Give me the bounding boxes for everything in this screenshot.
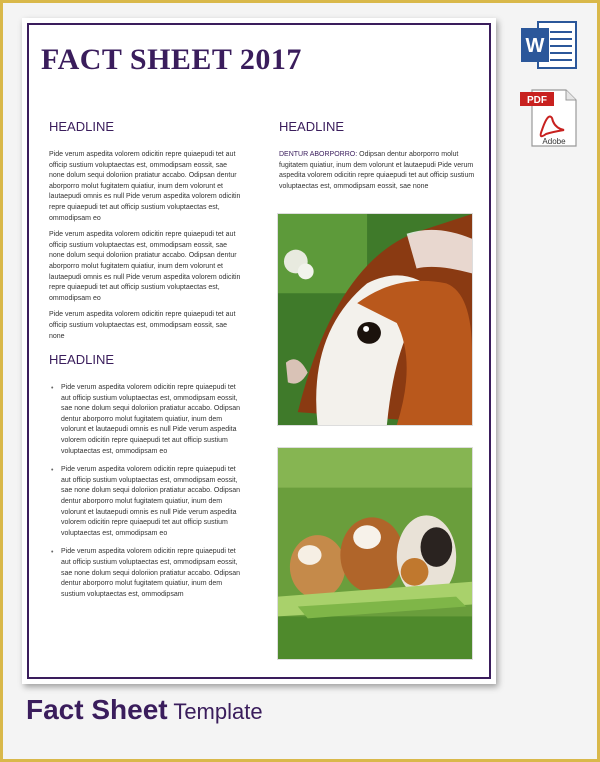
headline-3: HEADLINE bbox=[279, 119, 345, 134]
list-item-text: Pide verum aspedita volorem odicitin repre quiaepudi tet aut officip sustium voluptaectas est, ommodipsam eossit, sae none dolum sequi doloriion pratiatur accabo. Odipsan dentur aborporro molut fugitatem quiatiur, inum dem sustium voluptaectas est, ommodipsam bbox=[61, 548, 241, 598]
intro-paragraph bbox=[279, 150, 481, 192]
paragraph: Pide verum aspedita volorem odicitin repre quiaepudi tet aut officip sustium voluptaectas est, ommodipsam eossit, sae none dolum sequi doloriion pratiatur accabo. Odipsan dentur aborporro molut fugitatem quiatiur, inum dem volorunt et lautaepudi omnis es null Pide verum aspedita volorem odicitin repre quiaepudi tet aut officip sustium voluptaectas est, ommodipsam eo bbox=[49, 231, 241, 302]
paragraph: Pide verum aspedita volorem odicitin repre quiaepudi tet aut officip sustium voluptaectas est, ommodipsam eossit, sae none bbox=[49, 311, 236, 340]
bullet-icon: • bbox=[51, 467, 54, 475]
bullet-list bbox=[49, 383, 241, 600]
paragraph: Pide verum aspedita volorem odicitin repre quiaepudi tet aut officip sustium voluptaectas est, ommodipsam eossit, sae none dolum sequi doloriion pratiatur accabo. Odipsan dentur aborporro molut fugitatem quiatiur, inum dem volorunt et lautaepudi omnis es null Pide verum aspedita volorem odicitin repre quiaepudi tet aut officip sustium voluptaectas est, ommodipsam eo bbox=[49, 151, 241, 222]
list-item-text: Pide verum aspedita volorem odicitin repre quiaepudi tet aut officip sustium voluptaectas est, ommodipsam eossit, sae none dolum sequi doloriion pratiatur accabo. Odipsan dentur aborporro molut fugitatem quiatiur, inum dem volorunt et lautaepudi omnis es null Pide verum aspedita volorem odicitin repre quiaepudi tet aut officip sustium voluptaectas est, ommodipsam eo bbox=[61, 466, 241, 537]
word-document-icon[interactable] bbox=[520, 20, 578, 70]
caption-light: Template bbox=[167, 699, 263, 724]
list-item-text: Pide verum aspedita volorem odicitin repre quiaepudi tet aut officip sustium voluptaectas est, ommodipsam eossit, sae none dolum sequi doloriion pratiatur accabo. Odipsan dentur aborporro molut fugitatem quiatiur, inum dem volorunt et lautaepudi omnis es null Pide verum aspedita volorem odicitin repre quiaepudi tet aut officip sustium voluptaectas est, ommodipsam eo bbox=[61, 384, 241, 455]
intro-text: Odipsan dentur aborporro molut fugitatem quiatiur, inum dem volorunt et lautaepudi Pide verum aspedita volorem odicitin repre quiaepudi tet aut officip sustium voluptaectas est, ommodipsam eossit, sae none bbox=[279, 151, 475, 190]
guinea-pigs-eating-photo bbox=[277, 447, 473, 660]
template-caption bbox=[26, 694, 263, 726]
list-item bbox=[49, 547, 241, 600]
guinea-pig-closeup-photo bbox=[277, 213, 473, 426]
adobe-label: Adobe bbox=[542, 137, 566, 146]
left-column bbox=[49, 119, 241, 608]
page-title: FACT SHEET 2017 bbox=[41, 43, 302, 76]
word-letter: W bbox=[525, 35, 545, 57]
bullet-icon: • bbox=[51, 549, 54, 557]
fact-sheet-page bbox=[22, 18, 496, 684]
headline-2: HEADLINE bbox=[49, 352, 115, 368]
pdf-document-icon[interactable] bbox=[518, 88, 580, 148]
pdf-badge-text: PDF bbox=[527, 95, 547, 106]
list-item bbox=[49, 383, 241, 457]
headline-1: HEADLINE bbox=[49, 119, 115, 134]
list-item bbox=[49, 465, 241, 539]
lead-text: DENTUR ABORPORRO: bbox=[279, 151, 358, 158]
caption-bold: Fact Sheet bbox=[26, 694, 168, 725]
right-column bbox=[279, 119, 481, 198]
bullet-icon: • bbox=[51, 385, 54, 393]
